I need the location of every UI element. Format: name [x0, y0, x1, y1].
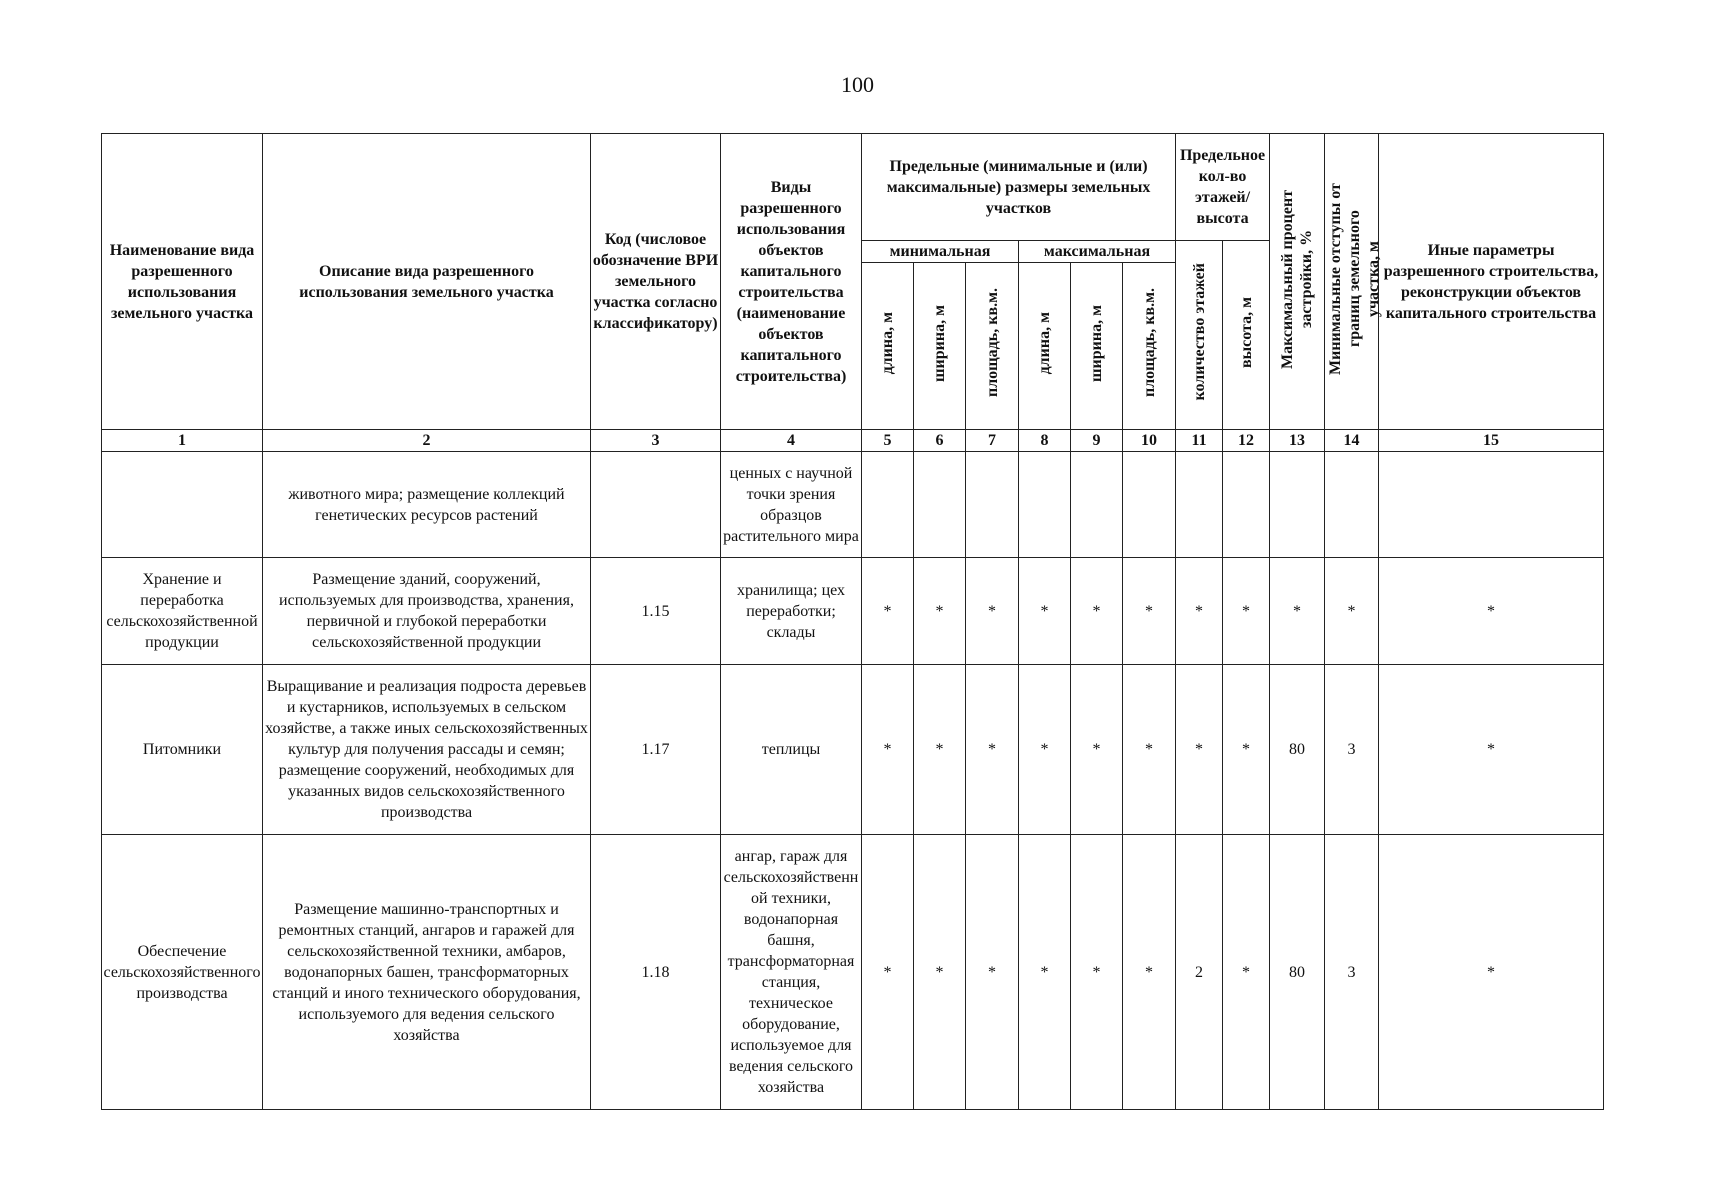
row-value: * [1379, 835, 1604, 1110]
row-value [1123, 452, 1176, 558]
column-number: 15 [1379, 430, 1604, 452]
column-number: 10 [1123, 430, 1176, 452]
row-objects: хранилища; цех переработки; склады [721, 558, 862, 665]
row-value: 3 [1325, 835, 1379, 1110]
row-name: Питомники [102, 665, 263, 835]
row-description: Размещение машинно-транспортных и ремонтных станций, ангаров и гаражей для сельскохозяйственной техники, амбаров, водонапорных башен, трансформаторных станций и иного технического оборудования, используемого для ведения сельского хозяйства [263, 835, 591, 1110]
row-value: * [1071, 835, 1123, 1110]
row-objects: ценных с научной точки зрения образцов растительного мира [721, 452, 862, 558]
row-value: * [966, 835, 1019, 1110]
table-row [102, 665, 1604, 835]
row-value: * [1325, 558, 1379, 665]
row-value: * [1223, 558, 1270, 665]
row-value [1325, 452, 1379, 558]
row-value [966, 452, 1019, 558]
header-col2: Описание вида разрешенного использования земельного участка [263, 134, 591, 430]
row-name: Обеспечение сельскохозяйственного производства [102, 835, 263, 1110]
column-number: 7 [966, 430, 1019, 452]
column-number: 14 [1325, 430, 1379, 452]
header-max-group: максимальная [1019, 241, 1176, 263]
row-value: * [914, 558, 966, 665]
row-value: 3 [1325, 665, 1379, 835]
row-value: * [914, 665, 966, 835]
row-value [1176, 452, 1223, 558]
row-value: * [1071, 665, 1123, 835]
table-row [102, 452, 1604, 558]
row-description: животного мира; размещение коллекций генетических ресурсов растений [263, 452, 591, 558]
row-value: * [966, 558, 1019, 665]
row-value: * [1176, 665, 1223, 835]
row-value: * [966, 665, 1019, 835]
row-code [591, 452, 721, 558]
row-value: * [914, 835, 966, 1110]
page-number: 100 [841, 72, 874, 97]
row-value [1019, 452, 1071, 558]
row-name: Хранение и переработка сельскохозяйственной продукции [102, 558, 263, 665]
row-value: * [1379, 665, 1604, 835]
row-value: * [1123, 665, 1176, 835]
row-value: 80 [1270, 665, 1325, 835]
row-objects: ангар, гараж для сельскохозяйственной техники, водонапорная башня, трансформаторная станция, техническое оборудование, используемое для ведения сельского хозяйства [721, 835, 862, 1110]
row-value: 80 [1270, 835, 1325, 1110]
row-code: 1.15 [591, 558, 721, 665]
header-max-length: длина, м [1019, 263, 1071, 430]
header-height: высота, м [1223, 241, 1270, 430]
header-col4: Виды разрешенного использования объектов капитального строительства (наименование объектов капитального строительства) [721, 134, 862, 430]
column-number: 3 [591, 430, 721, 452]
row-value: * [1379, 558, 1604, 665]
row-code: 1.18 [591, 835, 721, 1110]
header-other-params: Иные параметры разрешенного строительства, реконструкции объектов капитального строительства [1379, 134, 1604, 430]
row-value [862, 452, 914, 558]
row-value: * [862, 558, 914, 665]
header-min-width: ширина, м [914, 263, 966, 430]
row-value: * [1123, 558, 1176, 665]
table-row [102, 835, 1604, 1110]
row-value: 2 [1176, 835, 1223, 1110]
row-value: * [1071, 558, 1123, 665]
column-number: 2 [263, 430, 591, 452]
row-description: Выращивание и реализация подроста деревьев и кустарников, используемых в сельском хозяйстве, а также иных сельскохозяйственных культур для получения рассады и семян; размещение сооружений, необходимых для указанных видов сельскохозяйственного производства [263, 665, 591, 835]
header-floors: количество этажей [1176, 241, 1223, 430]
header-min-group: минимальная [862, 241, 1019, 263]
row-value: * [862, 835, 914, 1110]
column-number: 5 [862, 430, 914, 452]
column-number: 8 [1019, 430, 1071, 452]
header-max-width: ширина, м [1071, 263, 1123, 430]
row-value: * [1019, 665, 1071, 835]
header-min-area: площадь, кв.м. [966, 263, 1019, 430]
row-description: Размещение зданий, сооружений, используемых для производства, хранения, первичной и глубокой переработки сельскохозяйственной продукции [263, 558, 591, 665]
row-value [1379, 452, 1604, 558]
header-col3: Код (числовое обозначение ВРИ земельного участка согласно классификатору) [591, 134, 721, 430]
column-number: 12 [1223, 430, 1270, 452]
row-value: * [1123, 835, 1176, 1110]
header-max-area: площадь, кв.м. [1123, 263, 1176, 430]
column-number: 13 [1270, 430, 1325, 452]
row-value: * [1270, 558, 1325, 665]
row-name [102, 452, 263, 558]
header-min-setback: Минимальные отступы от границ земельного участка, м [1325, 134, 1379, 430]
header-min-length: длина, м [862, 263, 914, 430]
header-max-percent: Максимальный процент застройки, % [1270, 134, 1325, 430]
row-value: * [1176, 558, 1223, 665]
land-use-table [101, 133, 1604, 1110]
column-number: 11 [1176, 430, 1223, 452]
row-value [1270, 452, 1325, 558]
row-code: 1.17 [591, 665, 721, 835]
table-row [102, 558, 1604, 665]
column-number: 4 [721, 430, 862, 452]
row-value [914, 452, 966, 558]
row-value: * [1223, 835, 1270, 1110]
row-objects: теплицы [721, 665, 862, 835]
column-number-row [102, 430, 1604, 452]
column-number: 9 [1071, 430, 1123, 452]
header-sizes-group: Предельные (минимальные и (или) максимальные) размеры земельных участков [862, 134, 1176, 241]
row-value: * [1019, 558, 1071, 665]
row-value [1223, 452, 1270, 558]
row-value: * [862, 665, 914, 835]
row-value: * [1223, 665, 1270, 835]
column-number: 6 [914, 430, 966, 452]
row-value: * [1019, 835, 1071, 1110]
column-number: 1 [102, 430, 263, 452]
header-col1: Наименование вида разрешенного использования земельного участка [102, 134, 263, 430]
row-value [1071, 452, 1123, 558]
header-floors-group: Предельное кол-во этажей/ высота [1176, 134, 1270, 241]
